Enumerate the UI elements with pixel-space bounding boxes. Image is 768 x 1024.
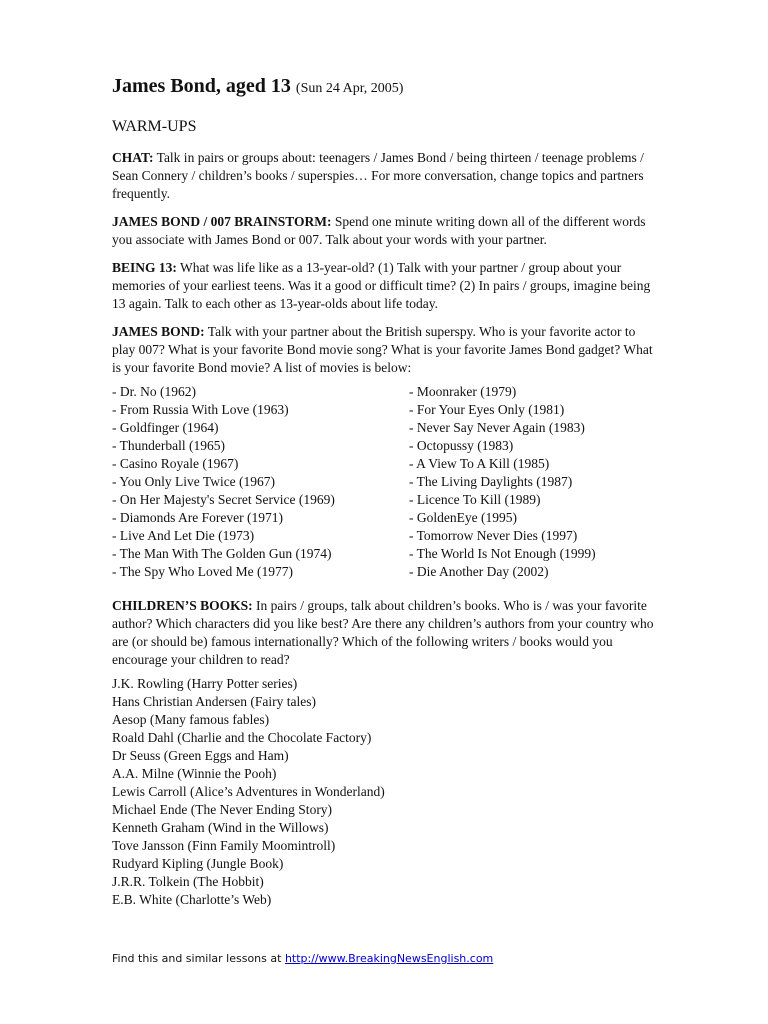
movie-list-left bbox=[112, 383, 409, 581]
jamesbond-paragraph bbox=[112, 323, 660, 377]
being13-paragraph bbox=[112, 259, 660, 313]
chat-text: Talk in pairs or groups about: teenagers / James Bond / being thirteen / teenage problems / Sean Connery / children’s books / superspies… For more conversation, change topics and partners frequently. bbox=[112, 150, 644, 201]
jamesbond-text: Talk with your partner about the British superspy. Who is your favorite actor to play 007? What is your favorite Bond movie song? What is your favorite James Bond gadget? What is your favorite Bond movie? A list of movies is below: bbox=[112, 324, 653, 375]
childrens-books-paragraph bbox=[112, 597, 660, 669]
movie-item: - Never Say Never Again (1983) bbox=[409, 420, 585, 435]
movie-item: - On Her Majesty's Secret Service (1969) bbox=[112, 492, 335, 507]
page-title bbox=[112, 72, 660, 103]
movie-item: - GoldenEye (1995) bbox=[409, 510, 517, 525]
author-item: J.R.R. Tolkein (The Hobbit) bbox=[112, 874, 264, 889]
footer-link[interactable]: http://www.BreakingNewsEnglish.com bbox=[284, 952, 494, 965]
childrens-books-heading: CHILDREN’S BOOKS: bbox=[112, 598, 253, 613]
movie-item: - Moonraker (1979) bbox=[409, 384, 517, 399]
author-item: Roald Dahl (Charlie and the Chocolate Factory) bbox=[112, 730, 372, 745]
footer-text: Find this and similar lessons at bbox=[112, 952, 282, 965]
chat-paragraph bbox=[112, 149, 660, 203]
author-item: Michael Ende (The Never Ending Story) bbox=[112, 802, 333, 817]
movie-item: - The Spy Who Loved Me (1977) bbox=[112, 564, 293, 579]
movie-item: - Live And Let Die (1973) bbox=[112, 528, 255, 543]
chat-heading: CHAT: bbox=[112, 150, 154, 165]
author-item: Tove Jansson (Finn Family Moomintroll) bbox=[112, 838, 336, 853]
lesson-date: (Sun 24 Apr, 2005) bbox=[295, 81, 404, 96]
movie-item: - Die Another Day (2002) bbox=[409, 564, 549, 579]
movie-item: - Dr. No (1962) bbox=[112, 384, 196, 399]
movie-item: - You Only Live Twice (1967) bbox=[112, 474, 276, 489]
being13-heading: BEING 13: bbox=[112, 260, 177, 275]
lesson-page bbox=[112, 72, 660, 909]
author-item: Aesop (Many famous fables) bbox=[112, 712, 270, 727]
movie-item: - From Russia With Love (1963) bbox=[112, 402, 289, 417]
childrens-books-text: In pairs / groups, talk about children’s books. Who is / was your favorite author? Which characters did you like best? Are there any children’s authors from your country who are (or should be) famous internationally? Which of the following writers / books would you encourage your children to read? bbox=[112, 598, 654, 667]
author-item: A.A. Milne (Winnie the Pooh) bbox=[112, 766, 277, 781]
movie-item: - For Your Eyes Only (1981) bbox=[409, 402, 565, 417]
movie-item: - The Man With The Golden Gun (1974) bbox=[112, 546, 332, 561]
brainstorm-text: Spend one minute writing down all of the different words you associate with James Bond or 007. Talk about your words with your partner. bbox=[112, 214, 646, 247]
movie-item: - A View To A Kill (1985) bbox=[409, 456, 550, 471]
brainstorm-heading: JAMES BOND / 007 BRAINSTORM: bbox=[112, 214, 332, 229]
movie-item: - Licence To Kill (1989) bbox=[409, 492, 541, 507]
movie-item: - Goldfinger (1964) bbox=[112, 420, 219, 435]
movie-item: - The World Is Not Enough (1999) bbox=[409, 546, 596, 561]
footer bbox=[112, 951, 493, 967]
author-item: E.B. White (Charlotte’s Web) bbox=[112, 892, 272, 907]
movie-list-right bbox=[409, 383, 659, 581]
author-item: Lewis Carroll (Alice’s Adventures in Wonderland) bbox=[112, 784, 385, 799]
movie-item: - Tomorrow Never Dies (1997) bbox=[409, 528, 578, 543]
author-item: Kenneth Graham (Wind in the Willows) bbox=[112, 820, 329, 835]
author-item: J.K. Rowling (Harry Potter series) bbox=[112, 676, 298, 691]
author-list bbox=[112, 675, 660, 909]
title-text: James Bond, aged 13 bbox=[112, 75, 291, 97]
author-item: Rudyard Kipling (Jungle Book) bbox=[112, 856, 284, 871]
section-heading: WARM-UPS bbox=[112, 118, 197, 135]
movie-item: - Diamonds Are Forever (1971) bbox=[112, 510, 283, 525]
movie-list bbox=[112, 383, 660, 581]
being13-text: What was life like as a 13-year-old? (1) Talk with your partner / group about your memories of your earliest teens. Was it a good or difficult time? (2) In pairs / groups, imagine being 13 again. Talk to each other as 13-year-olds about life today. bbox=[112, 260, 651, 311]
movie-item: - Casino Royale (1967) bbox=[112, 456, 239, 471]
author-item: Hans Christian Andersen (Fairy tales) bbox=[112, 694, 316, 709]
movie-item: - The Living Daylights (1987) bbox=[409, 474, 573, 489]
movie-item: - Thunderball (1965) bbox=[112, 438, 225, 453]
movie-item: - Octopussy (1983) bbox=[409, 438, 514, 453]
brainstorm-paragraph bbox=[112, 213, 660, 249]
jamesbond-heading: JAMES BOND: bbox=[112, 324, 205, 339]
author-item: Dr Seuss (Green Eggs and Ham) bbox=[112, 748, 289, 763]
